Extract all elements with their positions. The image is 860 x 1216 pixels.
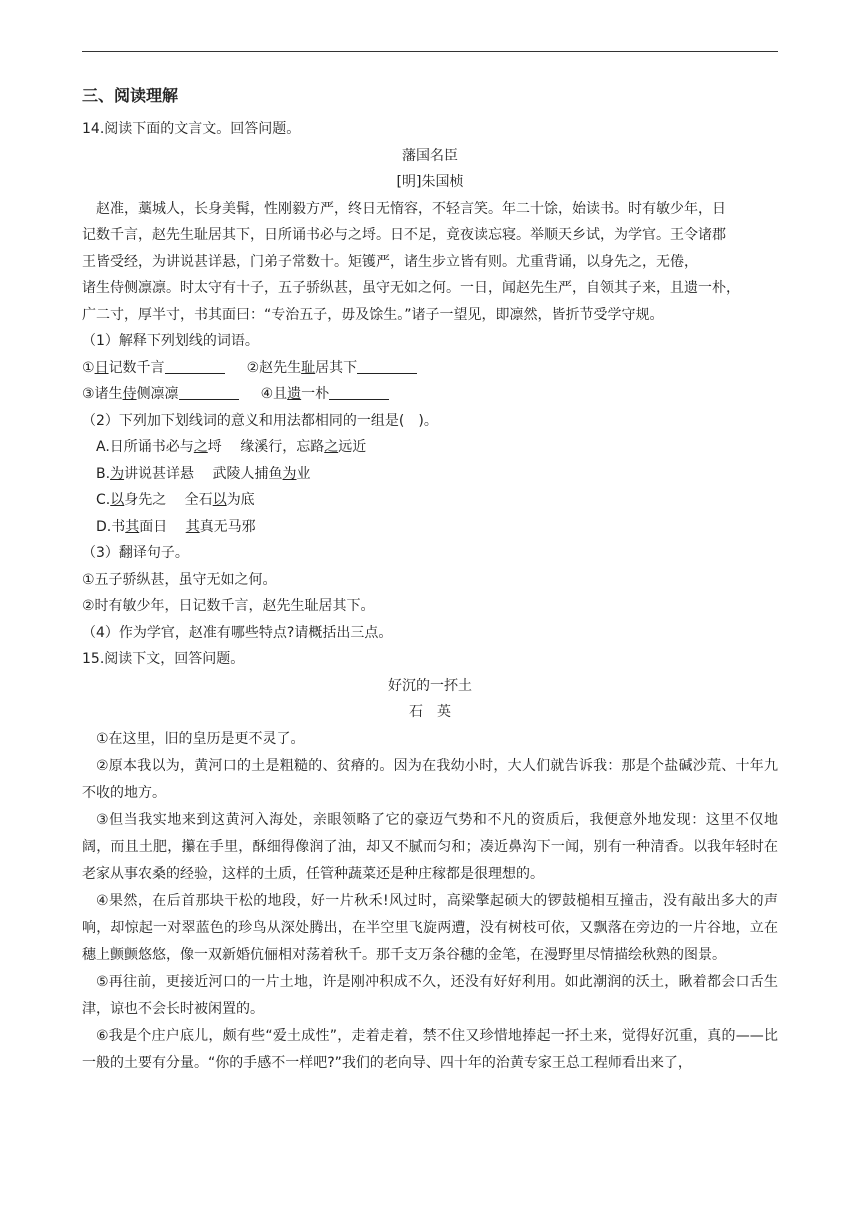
option-text: 业 bbox=[296, 465, 311, 482]
option-text: 面日 bbox=[139, 518, 186, 535]
q14-passage-line: 记数千言，赵先生耻居其下，日所诵书必与之埒。日不足，竟夜读忘寝。举顺天乡试，为学官。王令诸郡 bbox=[82, 227, 726, 243]
q14-sub2-label: （2）下列加下划线词的意义和用法都相同的一组是( )。 bbox=[82, 412, 438, 429]
answer-blank[interactable] bbox=[165, 359, 225, 374]
option-text: D.书 bbox=[96, 518, 126, 535]
q14-sub3-sentence: ①五子骄纵甚，虽守无如之何。 bbox=[82, 571, 277, 588]
q14-sub1-row bbox=[82, 381, 778, 408]
q15-prompt: 15.阅读下文，回答问题。 bbox=[82, 651, 245, 667]
q14-sub4-label: （4）作为学官，赵准有哪些特点?请概括出三点。 bbox=[82, 624, 393, 641]
underlined-word: 以 bbox=[212, 492, 227, 508]
q15-paragraph: ⑥我是个庄户底儿，颇有些“爱土成性”，走着走着，禁不住又珍惜地捧起一抔土来，觉得好沉重，真的——比一般的土要有分量。“你的手感不一样吧?”我们的老向导、四十年的治黄专家王总工程师看出来了， bbox=[82, 1027, 778, 1071]
q14-prompt: 14.阅读下面的文言文。回答问题。 bbox=[82, 121, 301, 137]
q14-title: 藩国名臣 bbox=[402, 147, 458, 164]
item-text: 一朴 bbox=[301, 386, 330, 402]
q14-author: [明]朱国桢 bbox=[396, 174, 464, 190]
option-text: B. bbox=[96, 465, 111, 482]
underlined-word: 为 bbox=[110, 465, 125, 482]
option-text: 讲说甚详悬 武陵人捕鱼 bbox=[124, 465, 283, 482]
item-number: ① bbox=[82, 359, 95, 376]
item-text: ④且 bbox=[260, 386, 288, 402]
option-text: 身先之 全石 bbox=[124, 492, 213, 508]
q14-passage-line: 广二寸，厚半寸，书其面曰：“专治五子，毋及馀生。”诸子一望见，即凛然，皆折节受学守规。 bbox=[82, 306, 664, 323]
option-text: 真无马邪 bbox=[199, 518, 256, 535]
q14-passage-line: 诸生侍侧凛凛。时太守有十子，五子骄纵甚，虽守无如之何。一日，闻赵先生严，自领其子来，且遗一朴， bbox=[82, 280, 740, 296]
underlined-word: 其 bbox=[185, 518, 200, 535]
option-text: C. bbox=[96, 492, 111, 508]
section-title: 三、阅读理解 bbox=[82, 86, 179, 105]
item-text: 居其下 bbox=[315, 359, 358, 376]
answer-blank[interactable] bbox=[329, 385, 389, 400]
q14-sub1-row bbox=[82, 355, 778, 382]
underlined-word: 为 bbox=[282, 465, 297, 482]
q15-paragraph: ②原本我以为，黄河口的土是粗糙的、贫瘠的。因为在我幼小时，大人们就告诉我：那是个盐碱沙荒、十年九不收的地方。 bbox=[82, 757, 778, 801]
q15-paragraph: ⑤再往前，更接近河口的一片土地，许是刚冲积成不久，还没有好好利用。如此潮润的沃土，瞅着都会口舌生津，谅也不会长时被闲置的。 bbox=[82, 973, 778, 1017]
underlined-word: 日 bbox=[94, 359, 109, 376]
underlined-word: 耻 bbox=[301, 359, 316, 376]
option-d[interactable] bbox=[82, 514, 778, 541]
option-text: A.日所诵书必与 bbox=[96, 439, 194, 455]
header-rule bbox=[82, 51, 778, 52]
q15-author: 石 英 bbox=[409, 704, 451, 720]
q14-sub3-label: （3）翻译句子。 bbox=[82, 545, 189, 561]
option-c[interactable] bbox=[82, 487, 778, 514]
item-text: ③诸生 bbox=[82, 386, 123, 402]
underlined-word: 遗 bbox=[287, 386, 302, 402]
q15-paragraph: ③但当我实地来到这黄河入海处，亲眼领略了它的豪迈气势和不凡的资质后，我便意外地发现：这里不仅地阔，而且土肥，攥在手里，酥细得像润了油，却又不腻而匀和；凑近鼻沟下一闻，别有一种清香。以我年轻时在老家从事农桑的经验，这样的土质，任管种蔬菜还是种庄稼都是很理想的。 bbox=[82, 811, 778, 882]
q14-sub1-label: （1）解释下列划线的词语。 bbox=[82, 333, 259, 349]
option-text: 远近 bbox=[338, 439, 367, 455]
option-text: 为底 bbox=[226, 492, 255, 508]
q15-paragraph: ①在这里，旧的皇历是更不灵了。 bbox=[96, 730, 305, 747]
item-text: 侧凛凛 bbox=[136, 386, 179, 402]
option-a[interactable] bbox=[82, 434, 778, 461]
q15-paragraph: ④果然，在后首那块干松的地段，好一片秋禾!风过时，高梁擎起硕大的锣鼓槌相互撞击，没有敲出多大的声响，却惊起一对翠蓝色的珍鸟从深处腾出，在半空里飞旋两遭，没有树枝可依，又飘落在旁边的一片谷地，立在穗上颤颤悠悠，像一双新婚伉俪相对荡着秋千。那千支万条谷穗的金笔，在漫野里尽情描绘秋熟的图景。 bbox=[82, 892, 778, 963]
underlined-word: 之 bbox=[193, 439, 208, 455]
answer-blank[interactable] bbox=[357, 359, 417, 374]
q15-title: 好沉的一抔土 bbox=[388, 677, 472, 694]
option-text: 埒 缘溪行，忘路 bbox=[207, 439, 325, 455]
q14-sub3-sentence: ②时有敏少年，日记数千言，赵先生耻居其下。 bbox=[82, 598, 375, 614]
underlined-word: 以 bbox=[110, 492, 125, 508]
underlined-word: 之 bbox=[324, 439, 339, 455]
item-text: 记数千言 bbox=[108, 359, 165, 376]
item-text: ②赵先生 bbox=[246, 359, 302, 376]
q14-passage-line: 王皆受经，为讲说甚详悬，门弟子常数十。矩镬严，诸生步立皆有则。尤重背诵，以身先之，无倦， bbox=[82, 253, 698, 270]
option-b[interactable] bbox=[82, 461, 778, 488]
q14-passage-line: 赵准，藁城人，长身美髯，性刚毅方严，终日无惰容，不轻言笑。年二十馀，始读书。时有敏少年，日 bbox=[96, 200, 726, 217]
underlined-word: 侍 bbox=[122, 386, 137, 402]
underlined-word: 其 bbox=[125, 518, 140, 535]
answer-blank[interactable] bbox=[179, 385, 239, 400]
document-page bbox=[82, 84, 778, 1077]
